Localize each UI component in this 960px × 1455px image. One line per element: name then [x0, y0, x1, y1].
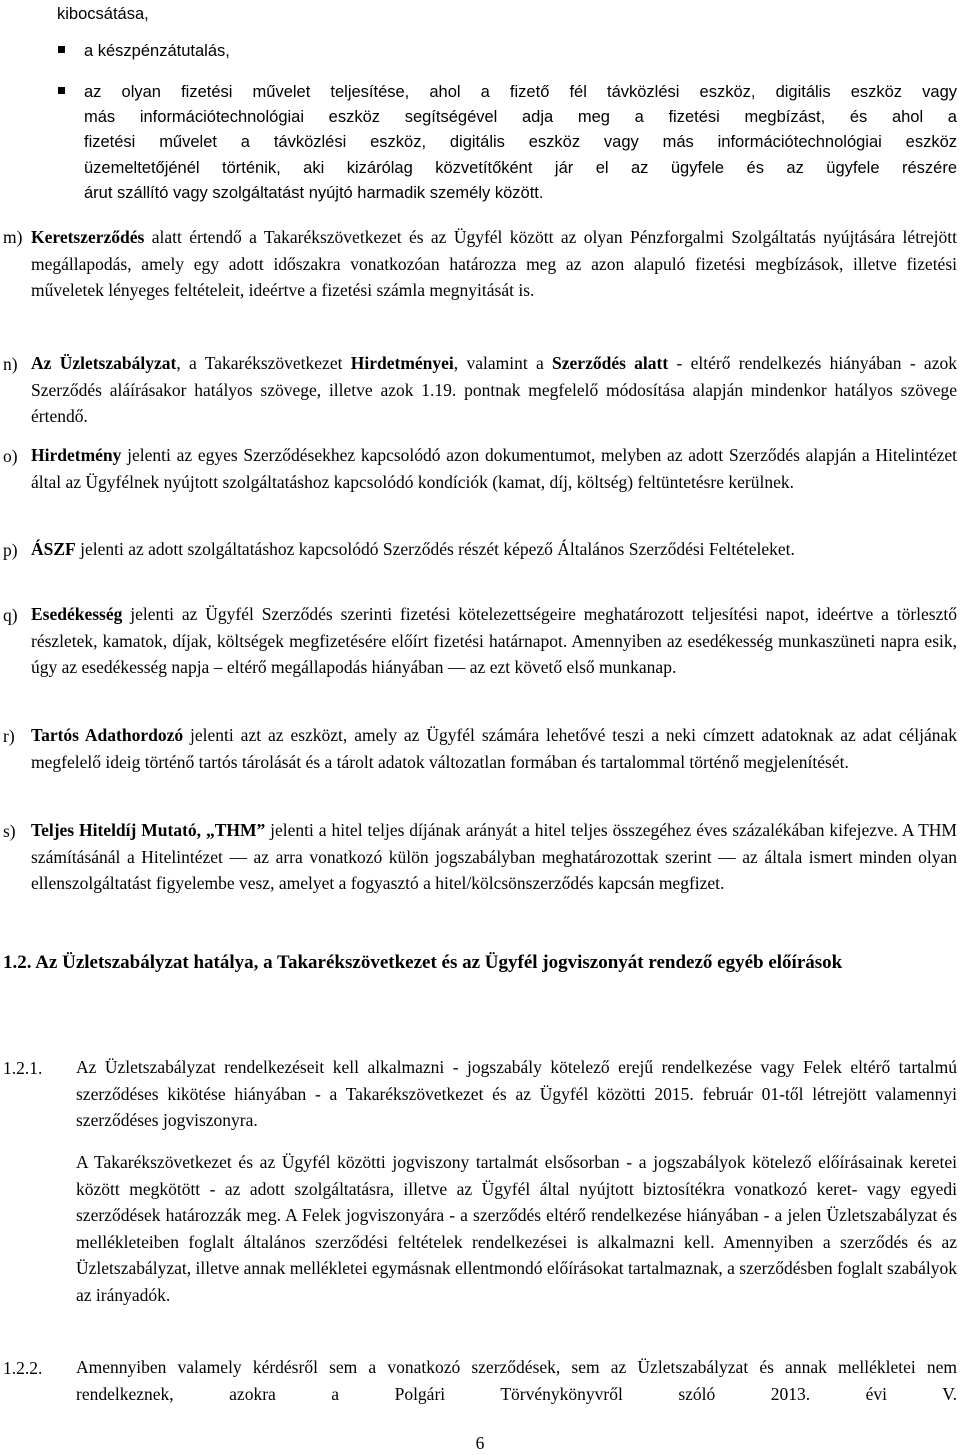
paragraph-text: Az Üzletszabályzat rendelkezéseit kell alkalmazni - jogszabály kötelező erejű rendelkezése vagy Felek eltérő tartalmú szerződéses kikötése hiányában - a Takarékszövetkezet és az Ügyfél közötti 2015. február 01-től létrejött valamennyi szerződéses jogviszonyra. [76, 1057, 957, 1130]
definition-text: alatt értendő a Takarékszövetkezet és az Ügyfél között az olyan Pénzforgalmi Szolgáltatás nyújtására létrejött megállapodás, amely egy adott időszakra vonatkozóan határozza meg az azon alapuló fizetési megbízások, illetve fizetési műveletek lényeges feltételeit, ideértve a fizetési számla megnyitását is. [31, 227, 957, 300]
definition-term: Keretszerződés [31, 227, 145, 247]
definition-body [31, 722, 957, 775]
definition-body [31, 350, 957, 430]
definition-label: o) [3, 446, 18, 466]
definition-term: Teljes Hiteldíj Mutató, „THM” [31, 820, 266, 840]
bullet-line: árut szállító vagy szolgáltatást nyújtó harmadik személy között. [84, 184, 544, 202]
definition-label: q) [3, 605, 18, 625]
definition-label: s) [3, 821, 16, 841]
definition-text: jelenti az Ügyfél Szerződés szerinti fizetési kötelezettségeire meghatározott teljesítési napot, ideértve a törlesztő részletek, kamatok, díjak, költségek megfizetésére előírt fizetési határnapot. Amennyiben az esedékesség munkaszüneti napra esik, úgy az esedékesség napja – eltérő megállapodás hiányában — az ezt követő első munkanap. [31, 604, 957, 677]
definition-term: Hirdetményei [350, 353, 454, 373]
bullet-continuation: kibocsátása, [57, 5, 149, 23]
definition-label: r) [3, 726, 15, 746]
bullet-line: az olyan fizetési művelet teljesítése, ahol a fizető fél távközlési eszköz, digitális eszköz vagy [84, 83, 957, 101]
definition-text: - eltérő rendelkezés hiányában - azok Szerződés aláírásakor hatályos szövege, illetve azok 1.19. pontnak megfelelő módosítása alapján mindenkor hatályos szövege értendő. [31, 353, 957, 426]
bullet-line: fizetési művelet a távközlési eszköz, digitális eszköz vagy más információtechnológiai eszköz [84, 133, 957, 151]
definition-body [31, 536, 957, 563]
definition-term: Esedékesség [31, 604, 123, 624]
definition-term: Hirdetmény [31, 445, 122, 465]
bullet-marker [58, 46, 65, 53]
definition-label: p) [3, 540, 18, 560]
definition-term: Az Üzletszabályzat [31, 353, 177, 373]
paragraph-continuation: A Takarékszövetkezet és az Ügyfél közötti jogviszony tartalmát elsősorban - a jogszabályok kötelező előírásainak keretei között megkötött - az adott szolgáltatásra, illetve az Ügyfél által nyújtott biztosítékra vonatkozó keret- vagy egyedi szerződések határozzák meg. A Felek jogviszonyára - a szerződés eltérő rendelkezése hiányában - a jelen Üzletszabályzat és mellékleteiben foglalt általános szerződési feltételek rendelkezései is alkalmazni kell. Amennyiben a szerződés és az Üzletszabályzat, illetve annak mellékletei egymásnak ellentmondó előírásokat tartalmaznak, a szerződésben foglalt szabályok az irányadók. [76, 1152, 957, 1305]
page-number: 6 [475, 1433, 485, 1453]
definition-term: Szerződés alatt [552, 353, 669, 373]
definition-label: n) [3, 354, 18, 374]
definition-term: ÁSZF [31, 539, 76, 559]
paragraph-number: 1.2.2. [3, 1358, 43, 1378]
definition-text: jelenti az adott szolgáltatáshoz kapcsolódó Szerződés részét képező Általános Szerződési Feltételeket. [75, 539, 795, 559]
definition-text: jelenti azt az eszközt, amely az Ügyfél számára lehetővé teszi a neki címzett adatoknak az adat céljának megfelelő ideig történő tartós tárolását és a tárolt adatok változatlan formában és tartalommal történő megjelenítését. [31, 725, 957, 772]
definition-term: Tartós Adathordozó [31, 725, 184, 745]
definition-body [31, 224, 957, 304]
paragraph-number: 1.2.1. [3, 1058, 43, 1078]
paragraph-text: Amennyiben valamely kérdésről sem a vonatkozó szerződések, sem az Üzletszabályzat és annak mellékletei nem rendelkeznek, azokra a Polgári Törvénykönyvről szóló 2013. évi V. [76, 1357, 957, 1404]
definition-text: , valamint a [453, 353, 553, 373]
definition-body [31, 442, 957, 495]
definition-text: jelenti az egyes Szerződésekhez kapcsolódó azon dokumentumot, melyben az adott Szerződés alapján a Hitelintézet által az Ügyfélnek nyújtott szolgáltatáshoz kapcsolódó kondíciók (kamat, díj, költség) feltüntetésre kerülnek. [31, 445, 957, 492]
bullet-line: üzemeltetőjénél történik, aki kizárólag közvetítőként jár el az ügyfele és az ügyfele részére [84, 159, 957, 177]
definition-text: , a Takarékszövetkezet [176, 353, 351, 373]
definition-body [31, 817, 957, 897]
section-heading: 1.2. Az Üzletszabályzat hatálya, a Takarékszövetkezet és az Ügyfél jogviszonyát rendező egyéb előírások [3, 952, 843, 973]
definition-text: jelenti a hitel teljes díjának arányát a hitel teljes összegéhez éves százalékában kifejezve. A THM számításánál a Hitelintézet — az arra vonatkozó külön jogszabályban meghatározottak szerint — az általa ismert minden olyan ellenszolgáltatást figyelembe vesz, amelyet a fogyasztó a hitel/kölcsönszerződés kapcsán megfizet. [31, 820, 957, 893]
bullet-line: más információtechnológiai eszköz segítségével adja meg a fizetési megbízást, és ahol a [84, 108, 957, 126]
bullet-marker [58, 87, 65, 94]
definition-label: m) [3, 227, 23, 247]
definition-body [31, 601, 957, 681]
bullet-item: a készpénzátutalás, [84, 42, 230, 60]
